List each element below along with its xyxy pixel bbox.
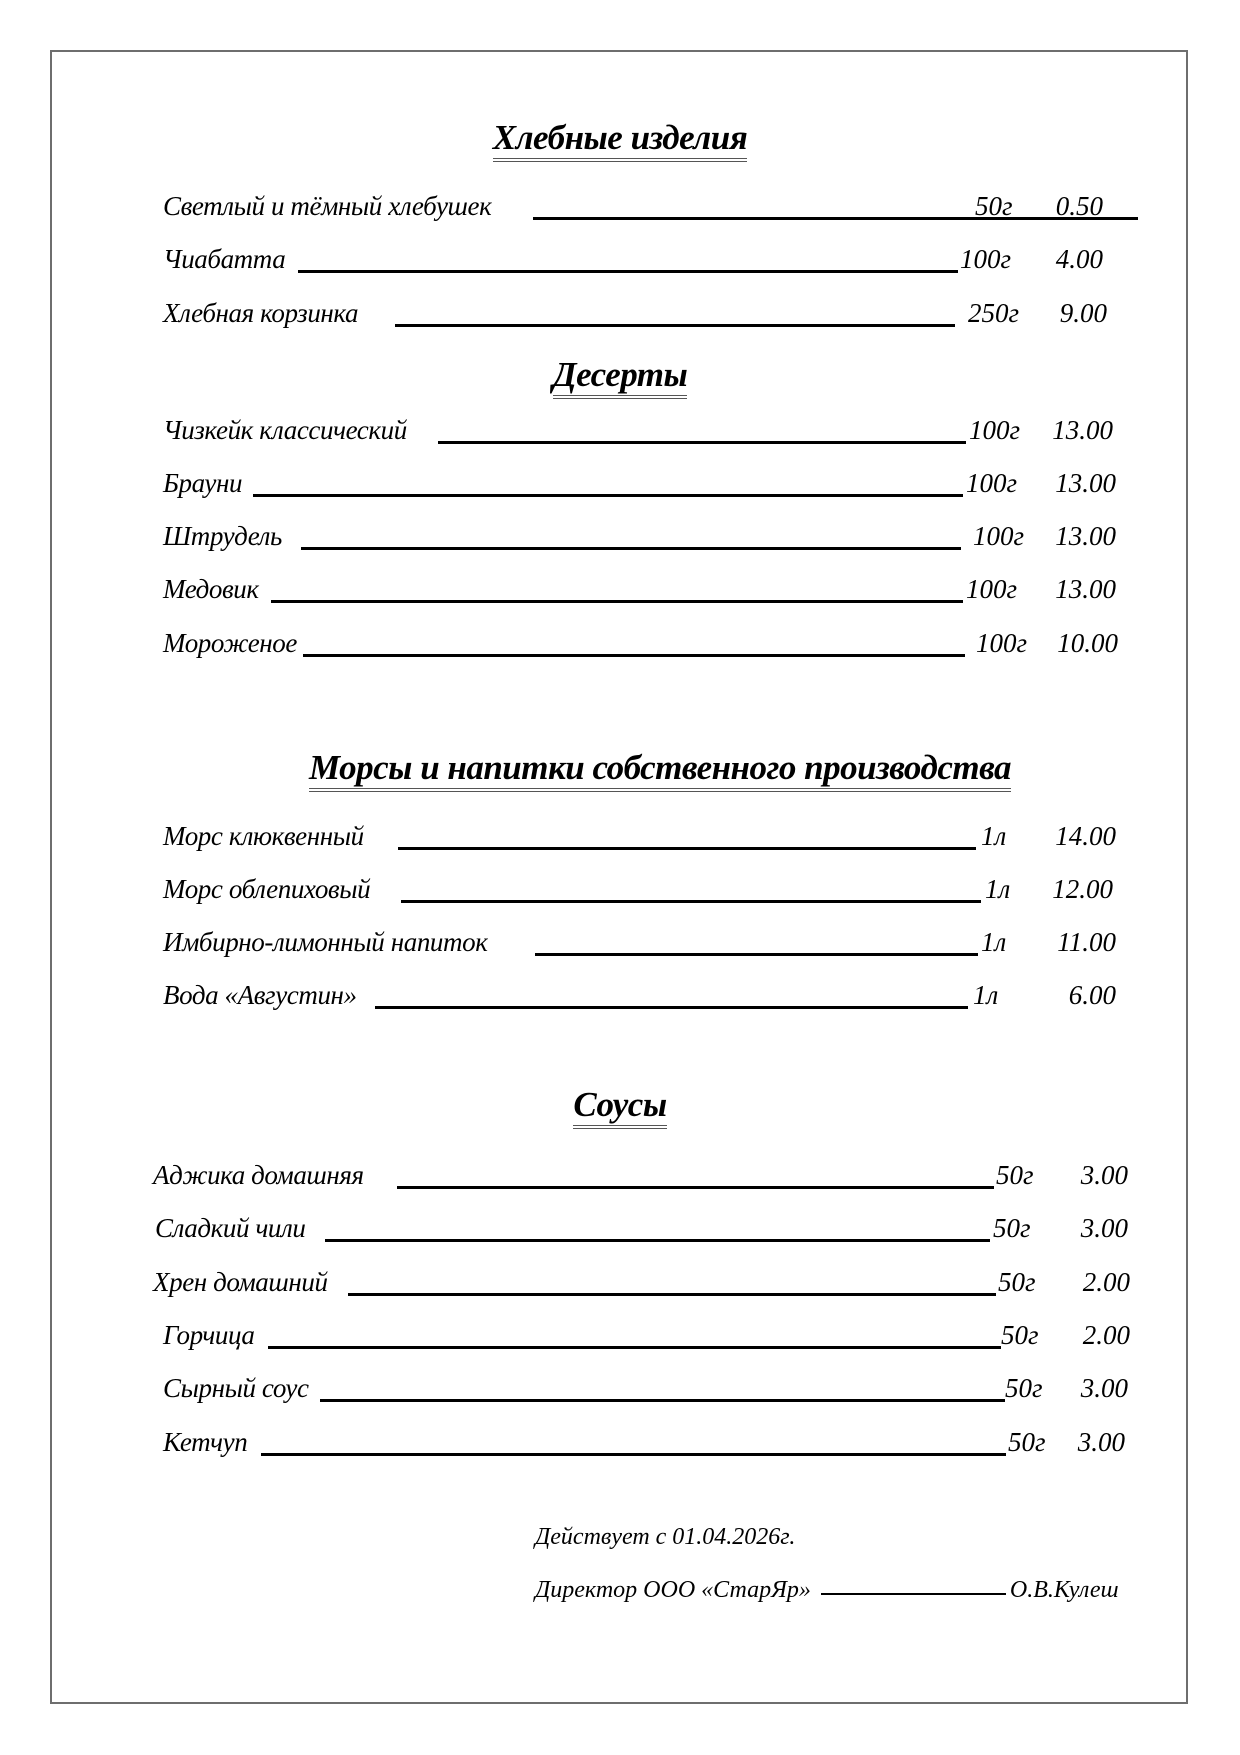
item-price: 4.00 <box>1055 244 1103 274</box>
item-price: 0.50 <box>1055 191 1103 221</box>
menu-item <box>163 871 1143 911</box>
item-price: 3.00 <box>1080 1213 1128 1243</box>
menu-item <box>163 977 1143 1017</box>
item-qty: 100г <box>966 574 1018 604</box>
item-qty: 50г <box>993 1213 1031 1243</box>
item-name: Светлый и тёмный хлебушек <box>163 191 492 221</box>
item-price: 11.00 <box>1057 927 1116 957</box>
menu-item <box>163 1317 1143 1357</box>
dot-leader <box>535 953 978 956</box>
dot-leader <box>271 600 963 603</box>
item-price: 2.00 <box>1082 1267 1130 1297</box>
dot-leader <box>253 494 963 497</box>
item-qty: 100г <box>966 468 1018 498</box>
item-price: 3.00 <box>1080 1373 1128 1403</box>
menu-item <box>155 1210 1145 1250</box>
item-qty: 1л <box>981 927 1007 957</box>
item-price: 10.00 <box>1057 628 1118 658</box>
item-price: 9.00 <box>1059 298 1107 328</box>
item-qty: 1л <box>981 821 1007 851</box>
menu-item <box>163 518 1143 558</box>
item-name: Морс облепиховый <box>163 874 371 904</box>
item-qty: 100г <box>960 244 1012 274</box>
dot-leader <box>395 324 955 327</box>
item-name: Сырный соус <box>163 1373 309 1403</box>
menu-item <box>153 1157 1143 1197</box>
item-qty: 50г <box>1001 1320 1039 1350</box>
menu-item <box>163 818 1143 858</box>
item-qty: 1л <box>973 980 999 1010</box>
item-qty: 50г <box>998 1267 1036 1297</box>
dot-leader <box>438 441 966 444</box>
item-price: 13.00 <box>1055 574 1116 604</box>
item-name: Имбирно-лимонный напиток <box>163 927 488 957</box>
section-heading-bread <box>0 118 1240 162</box>
menu-item <box>163 625 1143 665</box>
section-title: Соусы <box>573 1087 666 1129</box>
item-qty: 250г <box>968 298 1020 328</box>
menu-item <box>163 1370 1143 1410</box>
dot-leader <box>320 1399 1005 1402</box>
item-name: Кетчуп <box>163 1427 248 1457</box>
section-heading-sauces <box>0 1085 1240 1129</box>
effective-date: Действует с 01.04.2026г. <box>535 1524 796 1550</box>
dot-leader <box>325 1239 990 1242</box>
item-name: Мороженое <box>163 628 297 658</box>
section-heading-drinks <box>0 748 1240 792</box>
item-name: Чизкейк классический <box>163 415 407 445</box>
menu-item <box>163 188 1143 228</box>
item-name: Чиабатта <box>163 244 286 274</box>
section-title: Морсы и напитки собственного производства <box>309 750 1011 792</box>
item-price: 13.00 <box>1055 521 1116 551</box>
section-title: Десерты <box>553 357 688 399</box>
menu-item <box>163 295 1143 335</box>
item-qty: 50г <box>996 1160 1034 1190</box>
item-qty: 50г <box>1005 1373 1043 1403</box>
section-heading-desserts <box>0 355 1240 399</box>
item-qty: 50г <box>975 191 1013 221</box>
dot-leader <box>397 1186 994 1189</box>
dot-leader <box>375 1006 968 1009</box>
item-name: Аджика домашняя <box>153 1160 364 1190</box>
menu-item <box>153 1264 1143 1304</box>
item-price: 12.00 <box>1052 874 1113 904</box>
item-qty: 100г <box>969 415 1021 445</box>
director-label: Директор ООО «СтарЯр» <box>535 1577 811 1603</box>
item-price: 13.00 <box>1055 468 1116 498</box>
item-name: Брауни <box>163 468 243 498</box>
item-name: Медовик <box>163 574 259 604</box>
item-qty: 100г <box>976 628 1028 658</box>
item-name: Горчица <box>163 1320 255 1350</box>
dot-leader <box>398 847 976 850</box>
item-price: 14.00 <box>1055 821 1116 851</box>
dot-leader <box>261 1453 1006 1456</box>
item-qty: 1л <box>985 874 1011 904</box>
dot-leader <box>401 900 981 903</box>
section-title: Хлебные изделия <box>493 120 748 162</box>
item-price: 2.00 <box>1082 1320 1130 1350</box>
menu-item <box>163 1424 1143 1464</box>
menu-item <box>163 412 1143 452</box>
dot-leader <box>301 547 961 550</box>
menu-item <box>163 241 1143 281</box>
item-name: Хрен домашний <box>153 1267 328 1297</box>
item-qty: 100г <box>973 521 1025 551</box>
director-name: О.В.Кулеш <box>1009 1577 1119 1603</box>
item-name: Хлебная корзинка <box>163 298 359 328</box>
item-name: Морс клюквенный <box>163 821 364 851</box>
item-name: Вода «Августин» <box>163 980 357 1010</box>
menu-item <box>163 924 1143 964</box>
item-qty: 50г <box>1008 1427 1046 1457</box>
item-price: 13.00 <box>1052 415 1113 445</box>
dot-leader <box>303 654 965 657</box>
menu-item <box>163 465 1143 505</box>
item-name: Штрудель <box>163 521 282 551</box>
signature-rule <box>821 1593 1006 1595</box>
director-signature-line <box>535 1577 1119 1604</box>
item-price: 3.00 <box>1077 1427 1125 1457</box>
dot-leader <box>348 1293 996 1296</box>
item-name: Сладкий чили <box>155 1213 306 1243</box>
dot-leader <box>268 1346 1001 1349</box>
item-price: 3.00 <box>1080 1160 1128 1190</box>
menu-item <box>163 571 1143 611</box>
dot-leader <box>298 270 958 273</box>
item-price: 6.00 <box>1068 980 1116 1010</box>
